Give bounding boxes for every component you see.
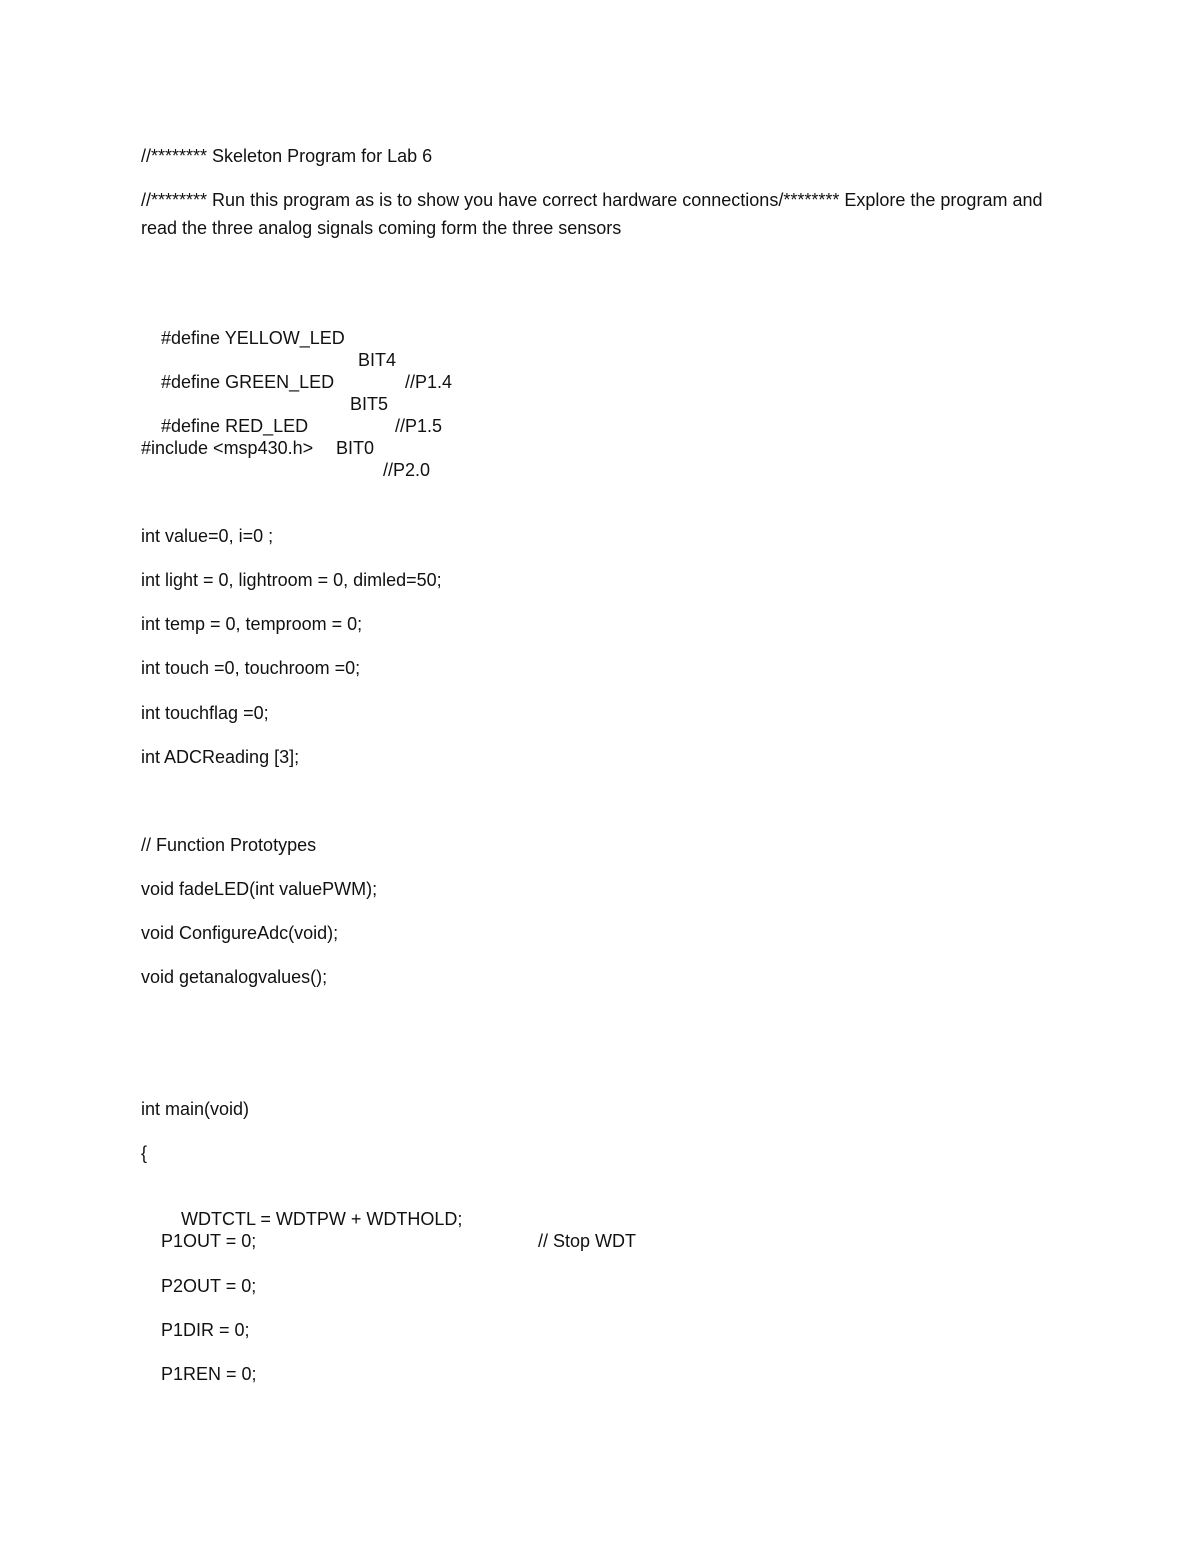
title-comment: //******** Skeleton Program for Lab 6 (141, 146, 433, 166)
code-line: P1REN = 0; (161, 1364, 257, 1384)
code-line: int temp = 0, temproom = 0; (141, 614, 363, 634)
code-line: int value=0, i=0 ; (141, 526, 274, 546)
code-line: void ConfigureAdc(void); (141, 923, 339, 943)
code-line: void fadeLED(int valuePWM); (141, 879, 378, 899)
define-value: BIT0 (336, 438, 375, 458)
define-name: #define YELLOW_LED (161, 328, 345, 348)
include-line: #include <msp430.h> (141, 438, 314, 458)
code-line: void getanalogvalues(); (141, 967, 328, 987)
define-value: BIT5 (350, 394, 389, 414)
code-line: int light = 0, lightroom = 0, dimled=50; (141, 570, 442, 590)
code-line: int touchflag =0; (141, 703, 269, 723)
define-comment: //P1.4 (405, 372, 453, 392)
define-name: #define GREEN_LED (161, 372, 335, 392)
code-line: int ADCReading [3]; (141, 747, 300, 767)
define-value: BIT4 (358, 350, 397, 370)
define-comment: //P1.5 (395, 416, 443, 436)
define-comment: //P2.0 (383, 460, 431, 480)
main-signature: int main(void) (141, 1099, 250, 1119)
wdt-comment: // Stop WDT (538, 1231, 637, 1251)
code-line: P2OUT = 0; (161, 1276, 257, 1296)
define-name: #define RED_LED (161, 416, 309, 436)
wdt-statement: WDTCTL = WDTPW + WDTHOLD; (181, 1209, 463, 1229)
code-line: P1DIR = 0; (161, 1320, 250, 1340)
open-brace: { (141, 1143, 148, 1163)
run-comment: //******** Run this program as is to show you have correct hardware connections/******** Explore the program and read the three analog signals coming form the three sensors (141, 190, 1043, 238)
code-line: int touch =0, touchroom =0; (141, 658, 361, 678)
code-line: P1OUT = 0; (161, 1231, 257, 1251)
prototypes-comment: // Function Prototypes (141, 835, 317, 855)
